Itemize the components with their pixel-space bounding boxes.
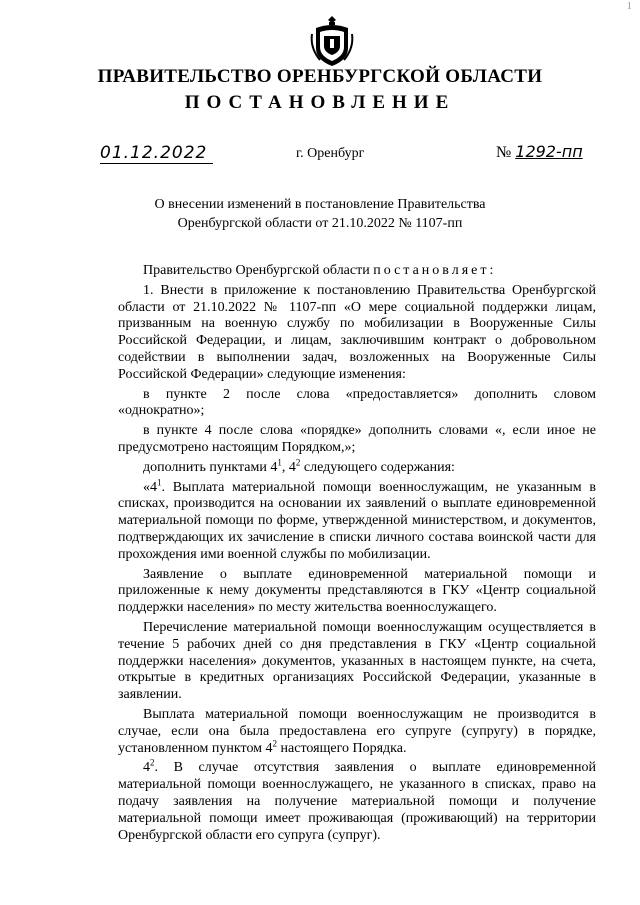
subject-line-1: О внесении изменений в постановление Правительства: [154, 197, 486, 212]
corner-mark: 1: [626, 0, 632, 12]
paragraph-preamble: Правительство Оренбургской области постановляет:: [143, 263, 497, 278]
document-date: 01.12.2022: [100, 143, 213, 164]
paragraph-point-4-2: $4^2$. В случае отсутствия заявления о выплате единовременной материальной помощи военнослужащего, не указанного в списках, право на подачу заявления на получение материальной помощи и получение материальной помощи имеет проживающая (проживающий) на территории Оренбургской области его супруга (супруг).: [118, 757, 596, 843]
subject-line-2: Оренбургской области от 21.10.2022 № 1107-пп: [177, 216, 463, 231]
paragraph-change-1: в пункте 2 после слова «предоставляется» дополнить словом «однократно»;: [118, 386, 596, 419]
paragraph-item-1: 1. Внести в приложение к постановлению Правительства Оренбургской области от 21.10.2022 № 1107-пп «О мере социальной поддержки лицам, призванным на военную службу по мобилизации в Вооруженные Силы Российской Федерации, и лицам, заключившим контракт о добровольном содействии в выполнении задач, возложенных на Вооруженные Силы Российской Федерации» следующие изменения:: [118, 282, 596, 382]
paragraph-transfer: Перечисление материальной помощи военнослужащим осуществляется в течение 5 рабочих дней со дня представления в ГКУ «Центр социальной поддержки населения» документов, указанных в настоящем пункте, на счета, открытые в кредитных организациях Российской Федерации, указанные в заявлении.: [118, 619, 596, 703]
document-city: г. Оренбург: [296, 146, 365, 161]
paragraph-point-4-1: «$4^1$. Выплата материальной помощи военнослужащим, не указанным в списках, производится на основании их заявлений о выплате единовременной материальной помощи по форме, утвержденной министерством, и документов, подтверждающих их зачисление в списки личного состава воинской части для прохождения ими военной службы по мобилизации.: [118, 476, 596, 562]
document-type: ПОСТАНОВЛЕНИЕ: [184, 92, 456, 113]
number-value: 1292-пп: [515, 142, 583, 161]
number-prefix: №: [496, 144, 512, 161]
paragraph-application: Заявление о выплате единовременной материальной помощи и приложенные к нему документы представляются в ГКУ «Центр социальной поддержки населения» по месту жительства военнослужащего.: [118, 566, 596, 616]
paragraph-change-2: в пункте 4 после слова «порядке» дополнить словами «, если иное не предусмотрено настоящим Порядком,»;: [118, 423, 596, 455]
organization-title: ПРАВИТЕЛЬСТВО ОРЕНБУРГСКОЙ ОБЛАСТИ: [97, 66, 543, 87]
coat-of-arms-icon: [310, 14, 354, 68]
document-subject: [0, 195, 640, 233]
paragraph-exclusion: Выплата материальной помощи военнослужащим не производится в случае, если она была предоставлена его супруге (супругу) в порядке, установленном пунктом $4^2$ настоящего Порядка.: [118, 706, 596, 756]
document-number: [496, 142, 583, 162]
document-body: [118, 263, 596, 844]
paragraph-change-3: дополнить пунктами $4^1$, $4^2$ следующего содержания:: [143, 457, 455, 475]
